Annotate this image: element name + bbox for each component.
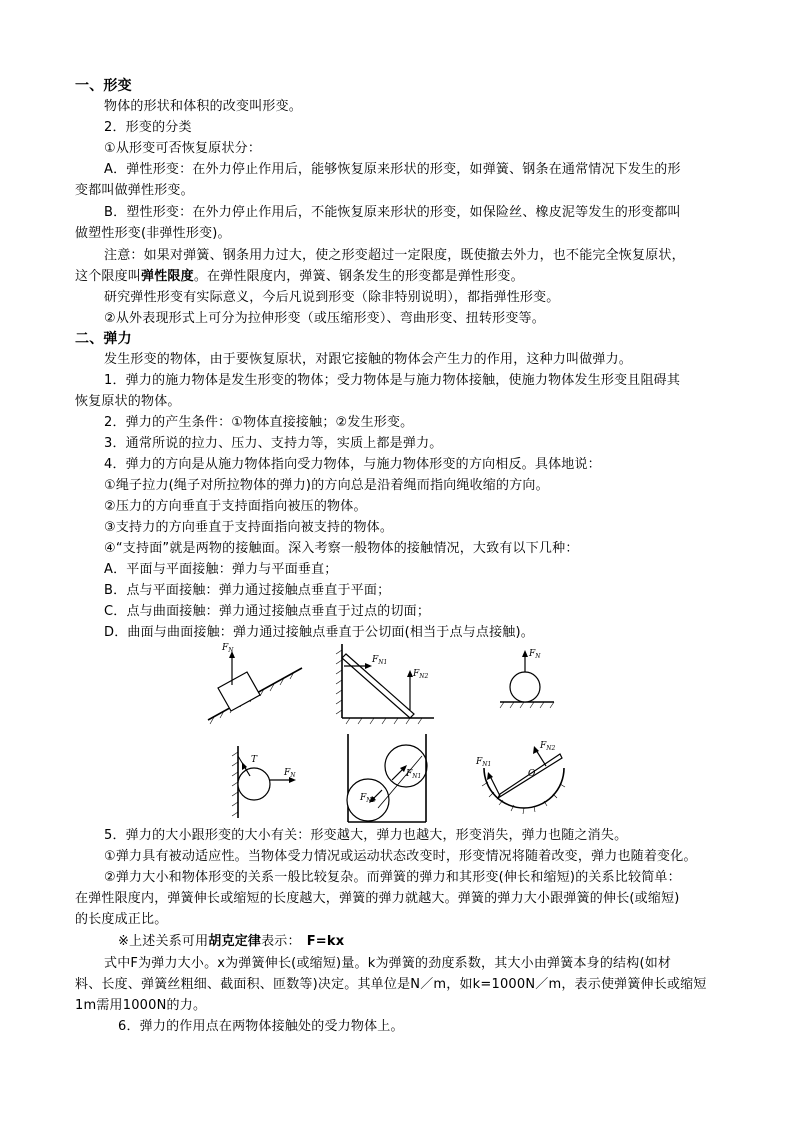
fig6-force2-label: $F_{N2}$ (540, 741, 556, 752)
classification-criterion: ①从形变可否恢复原状分： (104, 141, 262, 156)
elastic-deformation-line2: 变都叫做弹性形变。 (75, 183, 194, 198)
point1-line1: 1．弹力的施力物体是发生形变的物体；受力物体是与施力物体接触，使施力物体发生形变且阻碍其 (104, 373, 681, 388)
spring-relation-line3: 的长度成正比。 (75, 912, 168, 927)
plastic-deformation-line2: 做塑性形变(非弹性形变)。 (75, 226, 231, 241)
direction-rope: ①绳子拉力(绳子对所拉物体的弹力)的方向总是沿着绳而指向绳收缩的方向。 (104, 478, 549, 493)
point2: 2．弹力的产生条件：①物体直接接触；②发生形变。 (104, 415, 414, 430)
support-surface-note: ④“支持面”就是两物的接触面。深入考察一般物体的接触情况，大致有以下几种： (104, 541, 579, 556)
fig5-force2-label: $F_{N2}$ (360, 793, 376, 804)
heading-elastic-force: 二、弹力 (75, 331, 132, 347)
case-a: A．平面与平面接触：弹力与平面垂直； (104, 562, 338, 577)
formula-explanation-line1: 式中F为弹力大小。x为弹簧伸长(或缩短)量。k为弹簧的劲度系数，其大小由弹簧本身的结构(如材 (104, 956, 672, 971)
point6: 6．弹力的作用点在两物体接触处的受力物体上。 (118, 1019, 404, 1034)
fig6-force1-label: $F_{N1}$ (476, 757, 492, 768)
point1-line2: 恢复原状的物体。 (75, 394, 181, 409)
case-c: C．点与曲面接触：弹力通过接触点垂直于过点的切面； (104, 604, 431, 619)
plastic-deformation-line1: B．塑性形变：在外力停止作用后，不能恢复原来形状的形变，如保险丝、橡皮泥等发生的形变都叫 (104, 205, 681, 220)
note-line2: 这个限度叫弹性限度。在弹性限度内，弹簧、钢条发生的形变都是弹性形变。 (75, 269, 524, 284)
heading-deformation: 一、形变 (75, 78, 132, 94)
note-line1: 注意：如果对弹簧、钢条用力过大，使之形变超过一定限度，既使撤去外力，也不能完全恢复原状， (104, 248, 685, 263)
deformation-definition: 物体的形状和体积的改变叫形变。 (104, 99, 303, 114)
direction-support: ③支持力的方向垂直于支持面指向被支持的物体。 (104, 520, 394, 535)
figure-two-balls-in-container (340, 730, 435, 830)
fig2-force2-label: $F_{N2}$ (413, 669, 429, 680)
fig4-tension-label: T (251, 755, 258, 765)
passive-adaptivity: ①弹力具有被动适应性。当物体受力情况或运动状态改变时，形变情况将随着改变，弹力也随着变化。 (104, 849, 697, 864)
figure-rod-in-corner (330, 640, 440, 725)
case-b: B．点与平面接触：弹力通过接触点垂直于平面； (104, 583, 391, 598)
figure-ball-on-ground (492, 640, 562, 715)
point4: 4．弹力的方向是从施力物体指向受力物体，与施力物体形变的方向相反。具体地说： (104, 457, 601, 472)
figure-block-on-incline (200, 638, 310, 728)
fig3-force-label: $F_N$ (529, 649, 541, 660)
figure-rod-in-bowl (470, 738, 580, 818)
formula-explanation-line3: 1m需用1000N的力。 (75, 998, 207, 1013)
term-hookes-law: 胡克定律 (208, 934, 262, 949)
term-elastic-limit: 弹性限度 (141, 269, 194, 284)
research-note: 研究弹性形变有实际意义，今后凡说到形变（除非特别说明），都指弹性形变。 (104, 290, 560, 305)
classification-title: 2．形变的分类 (104, 120, 192, 135)
case-d: D．曲面与曲面接触：弹力通过接触点垂直于公切面(相当于点与点接触)。 (104, 625, 534, 640)
point3: 3．通常所说的拉力、压力、支持力等，实质上都是弹力。 (104, 436, 443, 451)
fig6-center-label: O (528, 769, 536, 779)
fig1-force-label: $F_N$ (222, 643, 234, 654)
spring-relation-line1: ②弹力大小和物体形变的关系一般比较复杂。而弹簧的弹力和其形变(伸长和缩短)的关系比较简单： (104, 870, 681, 885)
fig4-force-label: $F_N$ (284, 768, 296, 779)
point5: 5．弹力的大小跟形变的大小有关：形变越大，弹力也越大，形变消失，弹力也随之消失。 (104, 828, 628, 843)
fig2-force1-label: $F_{N1}$ (372, 655, 388, 666)
fig5-force1-label: $F_{N1}$ (406, 769, 422, 780)
hookes-law-line: ※上述关系可用胡克定律表示： F=kx (118, 934, 345, 949)
hookes-law-formula: F=kx (306, 934, 345, 949)
formula-explanation-line2: 料、长度、弹簧丝粗细、截面积、匝数等)决定。其单位是N／m，如k=1000N／m，表示使弹簧伸长或缩短 (75, 977, 707, 992)
spring-relation-line2: 在弹性限度内，弹簧伸长或缩短的长度越大，弹簧的弹力就越大。弹簧的弹力大小跟弹簧的伸长(或缩短) (75, 891, 680, 906)
direction-pressure: ②压力的方向垂直于支持面指向被压的物体。 (104, 499, 367, 514)
elastic-force-definition: 发生形变的物体，由于要恢复原状，对跟它接触的物体会产生力的作用，这种力叫做弹力。 (104, 352, 633, 367)
form-classification: ②从外表现形式上可分为拉伸形变（或压缩形变）、弯曲形变、扭转形变等。 (104, 311, 545, 326)
figure-ball-against-wall (222, 742, 307, 822)
elastic-deformation-line1: A．弹性形变：在外力停止作用后，能够恢复原来形状的形变，如弹簧、钢条在通常情况下发生的形 (104, 162, 681, 177)
